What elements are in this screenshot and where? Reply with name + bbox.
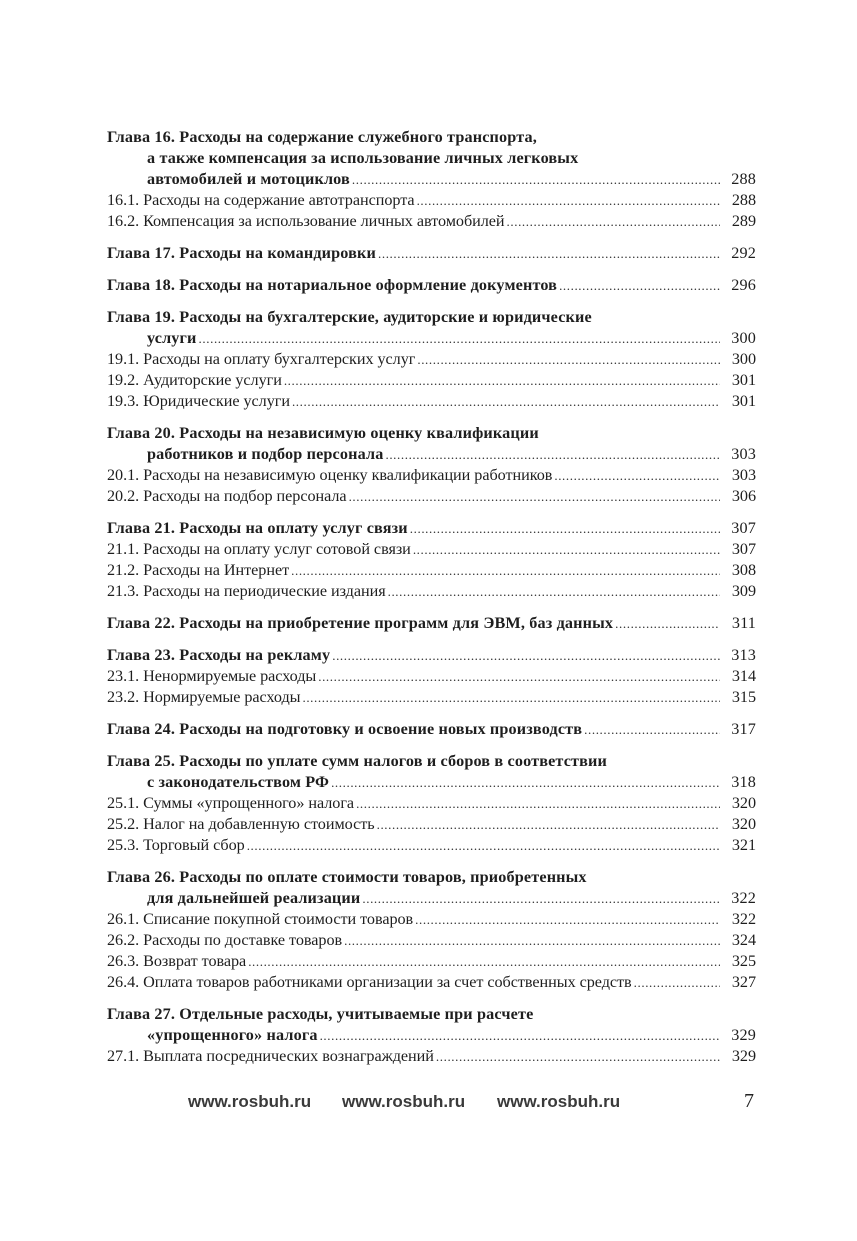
toc-section-entry[interactable] <box>107 349 756 370</box>
toc-page-number: 307 <box>731 519 756 537</box>
dot-leader <box>284 370 720 391</box>
toc-chapter-entry[interactable] <box>107 645 756 666</box>
dot-leader <box>415 909 720 930</box>
toc-page-number: 322 <box>731 910 756 928</box>
toc-page-number: 308 <box>731 561 756 579</box>
dot-leader <box>385 444 720 465</box>
toc-page-number: 315 <box>731 688 756 706</box>
toc-page-number: 322 <box>731 889 756 907</box>
dot-leader <box>362 888 720 909</box>
toc-entry-title: 19.3. Юридические услуги <box>107 392 290 410</box>
toc-page-number: 320 <box>731 794 756 812</box>
toc-entry-title: автомобилей и мотоциклов <box>147 170 350 188</box>
footer-website-link[interactable]: www.rosbuh.ru <box>342 1092 466 1111</box>
toc-page-number: 301 <box>731 392 756 410</box>
footer-website-link[interactable]: www.rosbuh.ru <box>188 1092 312 1111</box>
toc-section-entry[interactable] <box>107 539 756 560</box>
dot-leader <box>634 972 720 993</box>
toc-entry-title: Глава 26. Расходы по оплате стоимости товаров, приобретенных <box>107 868 587 886</box>
page-number: 7 <box>744 1090 754 1112</box>
toc-entry-title: 20.1. Расходы на независимую оценку квалификации работников <box>107 466 553 484</box>
toc-entry-title: 26.1. Списание покупной стоимости товаров <box>107 910 414 928</box>
toc-entry-title: 25.2. Налог на добавленную стоимость <box>107 815 375 833</box>
toc-chapter-group <box>107 243 756 264</box>
toc-entry-title: Глава 17. Расходы на командировки <box>107 244 376 262</box>
toc-page-number: 303 <box>731 445 756 463</box>
toc-chapter-entry[interactable] <box>107 275 756 296</box>
dot-leader <box>318 666 720 687</box>
dot-leader <box>199 328 720 349</box>
toc-entry-title: для дальнейшей реализации <box>147 889 361 907</box>
toc-entry-title: Глава 24. Расходы на подготовку и освоение новых производств <box>107 720 583 738</box>
toc-page-number: 317 <box>731 720 756 738</box>
toc-chapter-entry[interactable] <box>107 1025 756 1046</box>
toc-chapter-entry[interactable] <box>107 888 756 909</box>
toc-entry-title: 21.2. Расходы на Интернет <box>107 561 290 579</box>
toc-section-entry[interactable] <box>107 835 756 856</box>
toc-entry-title: Глава 21. Расходы на оплату услуг связи <box>107 519 408 537</box>
toc-page-number: 321 <box>731 836 756 854</box>
toc-entry-title: Глава 18. Расходы на нотариальное оформление документов <box>107 276 558 294</box>
toc-chapter-entry[interactable] <box>107 1004 756 1025</box>
toc-page-number: 307 <box>731 540 756 558</box>
dot-leader <box>413 539 720 560</box>
toc-entry-title: Глава 27. Отдельные расходы, учитываемые при расчете <box>107 1005 534 1023</box>
toc-section-entry[interactable] <box>107 951 756 972</box>
toc-page-number: 327 <box>731 973 756 991</box>
toc-entry-title: Глава 20. Расходы на независимую оценку квалификации <box>107 424 539 442</box>
toc-chapter-entry[interactable] <box>107 719 756 740</box>
dot-leader <box>291 560 720 581</box>
toc-chapter-group <box>107 307 756 412</box>
toc-chapter-entry[interactable] <box>107 307 756 328</box>
footer-website-link[interactable]: www.rosbuh.ru <box>497 1092 621 1111</box>
toc-entry-title: Глава 16. Расходы на содержание служебного транспорта, <box>107 128 537 146</box>
toc-entry-title: 25.3. Торговый сбор <box>107 836 245 854</box>
dot-leader <box>247 835 720 856</box>
toc-page-number: 306 <box>731 487 756 505</box>
toc-entry-title: 19.1. Расходы на оплату бухгалтерских услуг <box>107 350 416 368</box>
toc-chapter-entry[interactable] <box>107 328 756 349</box>
toc-entry-title: 16.2. Компенсация за использование личных автомобилей <box>107 212 505 230</box>
dot-leader <box>356 793 720 814</box>
toc-chapter-group <box>107 127 756 232</box>
toc-page-number: 292 <box>731 244 756 262</box>
dot-leader <box>331 772 720 793</box>
toc-page-number: 288 <box>731 191 756 209</box>
toc-chapter-group <box>107 719 756 740</box>
dot-leader <box>559 275 720 296</box>
dot-leader <box>248 951 720 972</box>
toc-chapter-group <box>107 613 756 634</box>
toc-section-entry[interactable] <box>107 391 756 412</box>
toc-chapter-entry[interactable] <box>107 169 756 190</box>
dot-leader <box>417 190 720 211</box>
toc-section-entry[interactable] <box>107 560 756 581</box>
toc-page-number: 301 <box>731 371 756 389</box>
toc-chapter-group <box>107 867 756 993</box>
toc-page-number: 318 <box>731 773 756 791</box>
toc-entry-title: 21.3. Расходы на периодические издания <box>107 582 386 600</box>
toc-chapter-entry[interactable] <box>107 127 756 148</box>
toc-section-entry[interactable] <box>107 687 756 708</box>
dot-leader <box>332 645 720 666</box>
page-footer <box>188 1092 768 1114</box>
toc-entry-title: Глава 25. Расходы по уплате сумм налогов и сборов в соответствии <box>107 752 608 770</box>
toc-entry-title: 25.1. Суммы «упрощенного» налога <box>107 794 355 812</box>
toc-chapter-entry[interactable] <box>107 613 756 634</box>
toc-page-number: 300 <box>731 329 756 347</box>
toc-chapter-group <box>107 275 756 296</box>
dot-leader <box>344 930 720 951</box>
toc-chapter-group <box>107 1004 756 1067</box>
toc-page-number: 311 <box>731 614 756 632</box>
dot-leader <box>302 687 720 708</box>
dot-leader <box>388 581 720 602</box>
dot-leader <box>507 211 720 232</box>
toc-page-number: 288 <box>731 170 756 188</box>
dot-leader <box>378 243 720 264</box>
dot-leader <box>584 719 720 740</box>
toc-page-number: 296 <box>731 276 756 294</box>
toc-page-number: 325 <box>731 952 756 970</box>
toc-page-number: 289 <box>731 212 756 230</box>
toc-page-number: 309 <box>731 582 756 600</box>
toc-section-entry[interactable] <box>107 1046 756 1067</box>
toc-page-number: 314 <box>731 667 756 685</box>
toc-entry-title: 27.1. Выплата посреднических вознаграждений <box>107 1047 434 1065</box>
dot-leader <box>436 1046 720 1067</box>
toc-chapter-group <box>107 751 756 856</box>
dot-leader <box>349 486 720 507</box>
toc-entry-title: «упрощенного» налога <box>147 1026 318 1044</box>
dot-leader <box>554 465 720 486</box>
table-of-contents <box>107 127 756 1078</box>
toc-section-entry[interactable] <box>107 581 756 602</box>
toc-chapter-entry[interactable] <box>107 423 756 444</box>
toc-page-number: 313 <box>731 646 756 664</box>
toc-section-entry[interactable] <box>107 486 756 507</box>
dot-leader <box>352 169 720 190</box>
toc-page-number: 300 <box>731 350 756 368</box>
toc-section-entry[interactable] <box>107 930 756 951</box>
toc-section-entry[interactable] <box>107 814 756 835</box>
toc-chapter-entry[interactable] <box>107 772 756 793</box>
toc-chapter-group <box>107 645 756 708</box>
toc-chapter-entry[interactable] <box>107 518 756 539</box>
toc-entry-title: 19.2. Аудиторские услуги <box>107 371 282 389</box>
toc-section-entry[interactable] <box>107 972 756 993</box>
toc-entry-title: Глава 22. Расходы на приобретение программ для ЭВМ, баз данных <box>107 614 614 632</box>
toc-page-number: 329 <box>731 1026 756 1044</box>
toc-section-entry[interactable] <box>107 465 756 486</box>
toc-entry-title: а также компенсация за использование личных легковых <box>147 149 579 167</box>
toc-entry-title: 21.1. Расходы на оплату услуг сотовой связи <box>107 540 411 558</box>
toc-page-number: 329 <box>731 1047 756 1065</box>
toc-entry-title: 26.2. Расходы по доставке товаров <box>107 931 343 949</box>
dot-leader <box>417 349 720 370</box>
dot-leader <box>615 613 720 634</box>
toc-entry-title: 23.1. Ненормируемые расходы <box>107 667 317 685</box>
dot-leader <box>320 1025 720 1046</box>
toc-chapter-entry[interactable] <box>107 243 756 264</box>
toc-chapter-group <box>107 423 756 507</box>
toc-page-number: 320 <box>731 815 756 833</box>
toc-entry-title: работников и подбор персонала <box>147 445 384 463</box>
toc-entry-title: 23.2. Нормируемые расходы <box>107 688 301 706</box>
toc-chapter-entry[interactable] <box>107 867 756 888</box>
toc-chapter-entry[interactable] <box>107 444 756 465</box>
toc-entry-title: 16.1. Расходы на содержание автотранспорта <box>107 191 415 209</box>
dot-leader <box>377 814 720 835</box>
dot-leader <box>292 391 720 412</box>
toc-section-entry[interactable] <box>107 666 756 687</box>
toc-chapter-entry[interactable] <box>107 148 756 169</box>
toc-entry-title: 20.2. Расходы на подбор персонала <box>107 487 347 505</box>
toc-page-number: 324 <box>731 931 756 949</box>
toc-entry-title: Глава 23. Расходы на рекламу <box>107 646 331 664</box>
toc-section-entry[interactable] <box>107 909 756 930</box>
toc-section-entry[interactable] <box>107 370 756 391</box>
toc-entry-title: 26.3. Возврат товара <box>107 952 247 970</box>
toc-entry-title: с законодательством РФ <box>147 773 330 791</box>
toc-entry-title: Глава 19. Расходы на бухгалтерские, аудиторские и юридические <box>107 308 592 326</box>
dot-leader <box>410 518 720 539</box>
toc-entry-title: услуги <box>147 329 197 347</box>
toc-section-entry[interactable] <box>107 190 756 211</box>
toc-chapter-entry[interactable] <box>107 751 756 772</box>
toc-entry-title: 26.4. Оплата товаров работниками организации за счет собственных средств <box>107 973 632 991</box>
toc-page-number: 303 <box>731 466 756 484</box>
toc-chapter-group <box>107 518 756 602</box>
toc-section-entry[interactable] <box>107 793 756 814</box>
toc-section-entry[interactable] <box>107 211 756 232</box>
